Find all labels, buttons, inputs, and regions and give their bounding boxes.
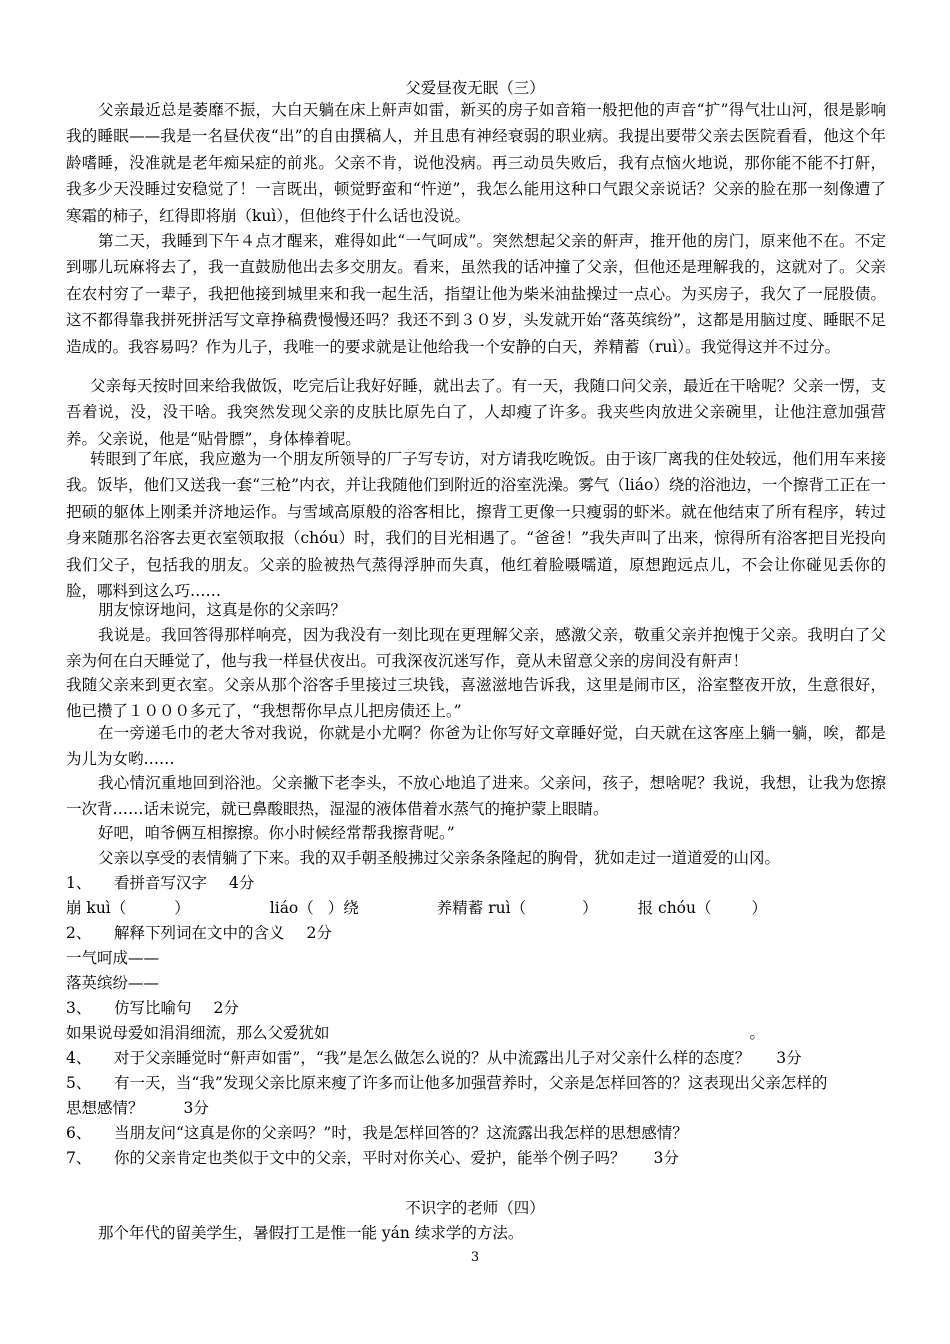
- question-5-cont: 思想感情？ 3分: [66, 1099, 209, 1117]
- question-4: 4、 对于父亲睡觉时“鼾声如雷”，“我”是怎么做怎么说的？从中流露出儿子对父亲什么样的态度？ 3分: [66, 1049, 802, 1067]
- question-7: 7、 你的父亲肯定也类似于文中的父亲，平时对你关心、爱护，能举个例子吗？ 3分: [66, 1149, 679, 1167]
- page-number: 3: [470, 1250, 480, 1265]
- paragraph: 那个年代的留美学生，暑假打工是惟一能 yán 续求学的方法。: [98, 1224, 524, 1242]
- question-2: 2、 解释下列词在文中的含义 2分: [66, 924, 332, 942]
- article-title: 父爱昼夜无眠（三）: [405, 79, 545, 97]
- paragraph: 我说是。我回答得那样响亮，因为我没有一刻比现在更理解父亲，感激父亲，敬重父亲并抱愧于父亲。我明白了父亲为何在白天睡觉了，他与我一样昼伏夜出。可我深夜沉迷写作，竟从未留意父亲的房间没有鼾声！: [66, 626, 886, 671]
- paragraph: 好吧，咱爷俩互相擦擦。你小时候经常帮我擦背呢。”: [98, 824, 455, 842]
- question-1-items: 崩 kuì（ ） liáo（ ）绕 养精蓄 ruì（ ） 报 chóu（ ）: [66, 899, 768, 917]
- paragraph: 在一旁递毛巾的老大爷对我说，你就是小尤啊？你爸为让你写好文章睡好觉，白天就在这客座上躺一躺，唉，都是为儿为女哟……: [66, 724, 886, 769]
- question-3: 3、 仿写比喻句 2分: [66, 999, 239, 1017]
- paragraph: 转眼到了年底，我应邀为一个朋友所领导的厂子写专访，对方请我吃晚饭。由于该厂离我的住处较远，他们用车来接我。饭毕，他们又送我一套“三枪”内衣，并让我随他们到附近的浴室洗澡。雾气（liáo）绕的浴池边，一个擦背工正在一把硕的躯体上刚柔并济地运作。与雪域高原般的浴客相比，擦背工更像一只瘦弱的虾米。就在他结束了所有程序，转过身来随那名浴客去更衣室领取报（chóu）时，我们的目光相遇了。“爸爸！”我失声叫了出来，惊得所有浴客把目光投向我们父子，包括我的朋友。父亲的脸被热气蒸得浮肿而失真，他红着脸嗫嚅道，原想跑远点儿，不会让你碰见丢你的脸，哪料到这么巧……: [66, 450, 886, 601]
- paragraph: 父亲最近总是萎靡不振，大白天躺在床上鼾声如雷，新买的房子如音箱一般把他的声音“扩”得气壮山河，很是影响我的睡眠——我是一名昼伏夜“出”的自由撰稿人，并且患有神经衰弱的职业病。我提出要带父亲去医院看看，他这个年龄嗜睡，没准就是老年痴呆症的前兆。父亲不肯，说他没病。再三动员失败后，我有点恼火地说，那你能不能不打鼾，我多少天没睡过安稳觉了！一言既出，顿觉野蛮和“忤逆”，我怎么能用这种口气跟父亲说话？父亲的脸在那一刻像遭了寒霜的柿子，红得即将崩（kuì），但他终于什么话也没说。: [66, 101, 886, 225]
- paragraph: 朋友惊讶地问，这真是你的父亲吗？: [98, 601, 347, 619]
- question-2-item: 一气呵成——: [66, 949, 160, 967]
- question-2-item: 落英缤纷——: [66, 974, 160, 992]
- question-1: 1、 看拼音写汉字 4分: [66, 874, 255, 892]
- article-title: 不识字的老师（四）: [405, 1199, 545, 1217]
- question-3-item: 如果说母爱如涓涓细流，那么父爱犹如 。: [66, 1024, 766, 1042]
- paragraph: 第二天，我睡到下午４点才醒来，难得如此“一气呵成”。突然想起父亲的鼾声，推开他的房门，原来他不在。不定到哪儿玩麻将去了，我一直鼓励他出去多交朋友。看来，虽然我的话冲撞了父亲，但他还是理解我的，这就对了。父亲在农村穷了一辈子，我把他接到城里来和我一起生活，指望让他为柴米油盐操过一点心。为买房子，我欠了一屁股债。这不都得靠我拼死拼活写文章挣稿费慢慢还吗？我还不到３０岁，头发就开始“落英缤纷”，这都是用脑过度、睡眠不足造成的。我容易吗？作为儿子，我唯一的要求就是让他给我一个安静的白天，养精蓄（ruì）。我觉得这并不过分。: [66, 232, 886, 356]
- paragraph: 我心情沉重地回到浴池。父亲撇下老李头，不放心地追了进来。父亲问，孩子，想啥呢？我说，我想，让我为您擦一次背……话未说完，就已鼻酸眼热，湿湿的液体借着水蒸气的掩护蒙上眼睛。: [66, 774, 886, 819]
- paragraph: 父亲以享受的表情躺了下来。我的双手朝圣般拂过父亲条条隆起的胸骨，犹如走过一道道爱的山冈。: [98, 849, 781, 867]
- question-6: 6、 当朋友问“这真是你的父亲吗？”时，我是怎样回答的？这流露出我怎样的思想感情？: [66, 1124, 688, 1142]
- paragraph: 父亲每天按时回来给我做饭，吃完后让我好好睡，就出去了。有一天，我随口问父亲，最近在干啥呢？父亲一愣，支吾着说，没，没干啥。我突然发现父亲的皮肤比原先白了，人却瘦了许多。我夹些肉放进父亲碗里，让他注意加强营养。父亲说，他是“贴骨膘”，身体棒着呢。: [66, 377, 886, 448]
- paragraph: 我随父亲来到更衣室。父亲从那个浴客手里接过三块钱，喜滋滋地告诉我，这里是闹市区，浴室整夜开放，生意很好，他已攒了１０００多元了，“我想帮你早点儿把房债还上。”: [66, 676, 886, 721]
- question-5: 5、 有一天，当“我”发现父亲比原来瘦了许多而让他多加强营养时，父亲是怎样回答的？这表现出父亲怎样的: [66, 1074, 828, 1092]
